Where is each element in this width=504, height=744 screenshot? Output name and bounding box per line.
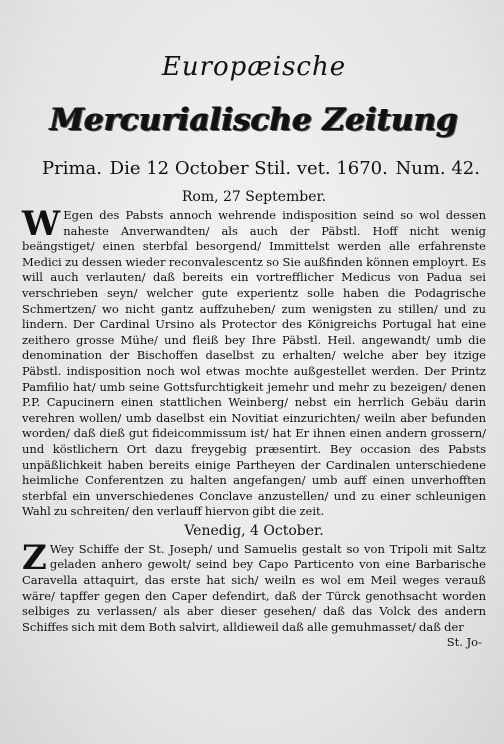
drop-cap: Z: [22, 537, 47, 578]
article-dateline: Venedig, 4 October.: [184, 522, 324, 539]
article-venice: [22, 520, 486, 636]
masthead-title: Mercurialische Zeitung: [49, 102, 459, 138]
masthead-subtitle: Europæische: [161, 52, 347, 82]
drop-cap: W: [22, 204, 61, 244]
issue-line: [22, 158, 486, 186]
catchword: St. Jo-: [446, 635, 482, 650]
article-text: Egen des Pabsts annoch wehrende indisposition seind so wol dessen naheste Anverwandten/ als auch der Päbstl. Hoff nicht wenig beängstiget/ einen sterbfal besorgend/ Immittelst werden alle erfahrenste Medici zu dessen wieder reconvalescentz so Sie außfinden können employrt. Es will auch verlauten/ daß bereits ein vortrefflicher Medicus von Padua sei verschrieben seyn/ welcher gute experientz solle haben die Podagrische Schmertzen/ wo nicht gantz auffzuheben/ zum wenigsten zu stillen/ und zu lindern. Der Cardinal Ursino als Protector des Königreichs Portugal hat eine zeithero grosse Mühe/ und fleiß bey Ihre Päbstl. Heil. angewandt/ umb die denomination der Bischoffen daselbst zu erhalten/ welche aber bey itzige Päbstl. indisposition noch wol etwas mochte außgestellet werden. Der Printz Pamfilio hat/ umb seine Gottsfurchtigkeit jemehr und mehr zu bezeigen/ denen P.P. Capucinern einen stattlichen Weinberg/ nebst ein herrlich Gebäu darin verehren wollen/ umb daselbst ein Novitiat einzurichten/ weiln aber befunden worden/ daß dieß gut fideicommissum ist/ hat Er ihnen einen andern grossern/ und köstlichern Ort dazu freygebig præsentirt. Bey occasion des Pabsts unpäßlichkeit haben bereits einige Partheyen der Cardinalen unterschiedene heimliche Conferentzen zu halten angefangen/ umb auff einen unverhofften sterbfal ein unverschiedenes Conclave anzustellen/ und zu einer schleunigen Wahl zu schreiten/ den verlauff hiervon gibt die zeit.: [22, 208, 486, 519]
article-dateline: Rom, 27 September.: [181, 189, 327, 205]
issue-prima: Prima.: [42, 158, 102, 179]
article-rome: [22, 186, 486, 520]
article-body: [22, 204, 486, 520]
article-body: [22, 537, 486, 636]
article-text: Wey Schiffe der St. Joseph/ und Samuelis gestalt so von Tripoli mit Saltz geladen anhero gewolt/ seind bey Capo Particento von eine Barbarische Caravella attaquirt, das erste hat sich/ weiln es wol em Meil weges verauß wäre/ tapffer gegen den Caper defendirt, daß der Türck genothsacht worden selbiges zu verlassen/ als aber dieser gesehen/ daß das Volck des andern Schiffes sich mit dem Both salvirt, alldieweil daß alle gemuhmasset/ daß der: [22, 541, 486, 634]
issue-number: Num. 42.: [395, 158, 480, 179]
issue-date: Die 12 October Stil. vet. 1670.: [109, 158, 388, 179]
